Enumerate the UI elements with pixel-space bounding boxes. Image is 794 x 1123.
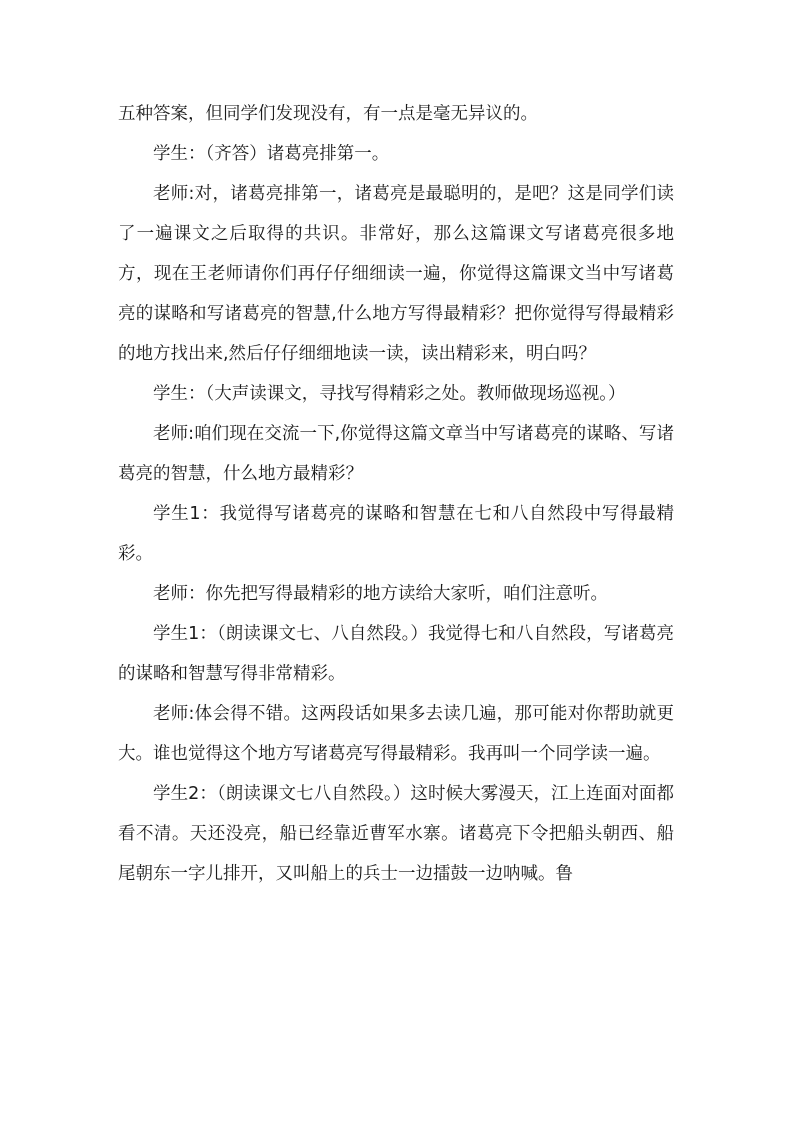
paragraph: 老师:咱们现在交流一下,你觉得这篇文章当中写诸葛亮的谋略、写诸葛亮的智慧，什么地方最精彩？ [118, 424, 674, 484]
paragraph: 学生1：我觉得写诸葛亮的谋略和智慧在七和八自然段中写得最精彩。 [118, 504, 674, 564]
paragraph: 学生2：（朗读课文七八自然段。）这时候大雾漫天，江上连面对面都看不清。天还没亮，船已经靠近曹军水寨。诸葛亮下令把船头朝西、船尾朝东一字儿排开，又叫船上的兵士一边擂鼓一边呐喊。鲁 [118, 784, 674, 884]
paragraph: 学生：（齐答）诸葛亮排第一。 [153, 144, 390, 164]
paragraph: 学生：（大声读课文，寻找写得精彩之处。教师做现场巡视。） [153, 384, 626, 404]
paragraph: 五种答案，但同学们发现没有，有一点是毫无异议的。 [118, 104, 538, 124]
paragraph: 老师：你先把写得最精彩的地方读给大家听，咱们注意听。 [153, 584, 608, 604]
paragraph: 老师:体会得不错。这两段话如果多去读几遍，那可能对你帮助就更大。谁也觉得这个地方写诸葛亮写得最精彩。我再叫一个同学读一遍。 [118, 704, 674, 764]
document-body [118, 94, 674, 894]
paragraph: 学生1：（朗读课文七、八自然段。）我觉得七和八自然段，写诸葛亮的谋略和智慧写得非常精彩。 [118, 624, 674, 684]
paragraph: 老师:对，诸葛亮排第一，诸葛亮是最聪明的，是吧？这是同学们读了一遍课文之后取得的共识。非常好，那么这篇课文写诸葛亮很多地方，现在王老师请你们再仔仔细细读一遍，你觉得这篇课文当中写诸葛亮的谋略和写诸葛亮的智慧,什么地方写得最精彩？把你觉得写得最精彩的地方找出来,然后仔仔细细地读一读，读出精彩来，明白吗？ [118, 184, 674, 364]
